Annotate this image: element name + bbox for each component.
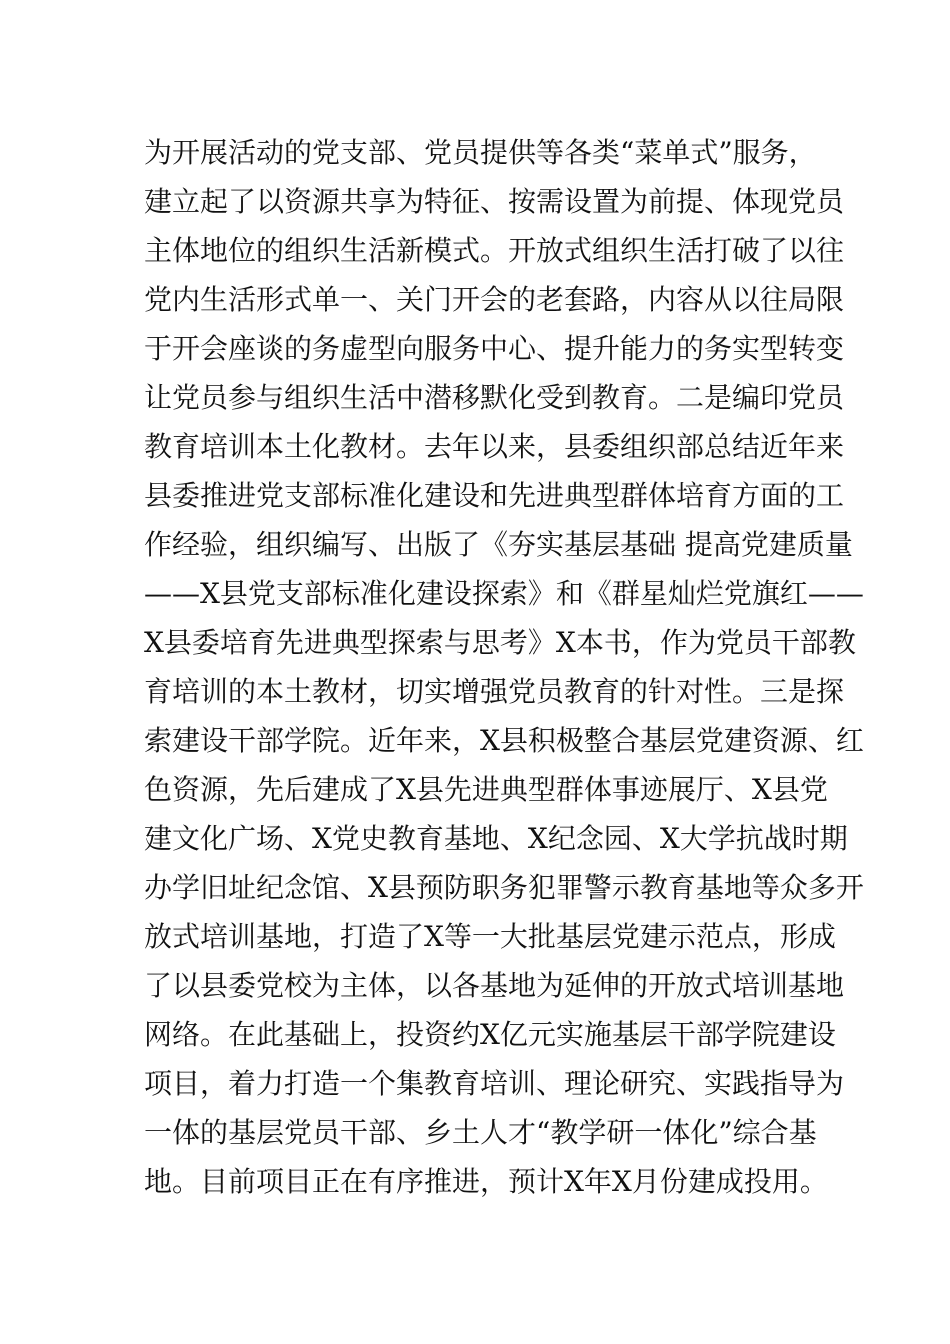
text-line: 建立起了以资源共享为特征、按需设置为前提、体现党员: [144, 185, 845, 218]
text-line: 项目，着力打造一个集教育培训、理论研究、实践指导为: [144, 1067, 845, 1100]
text-line: 教育培训本土化教材。去年以来，县委组织部总结近年来: [144, 430, 845, 463]
text-line: 作经验，组织编写、出版了《夯实基层基础 提高党建质量: [144, 528, 853, 561]
text-line: 县委推进党支部标准化建设和先进典型群体培育方面的工: [144, 479, 845, 512]
text-line: 建文化广场、X党史教育基地、X纪念园、X大学抗战时期: [144, 822, 848, 855]
body-paragraph: [144, 128, 864, 1206]
text-line: 让党员参与组织生活中潜移默化受到教育。二是编印党员: [144, 381, 845, 414]
text-line: 放式培训基地，打造了X等一大批基层党建示范点，形成: [144, 920, 836, 953]
text-line: 网络。在此基础上，投资约X亿元实施基层干部学院建设: [144, 1018, 836, 1051]
text-line: ——X县党支部标准化建设探索》和《群星灿烂党旗红——: [144, 577, 864, 610]
text-line: 育培训的本土教材，切实增强党员教育的针对性。三是探: [144, 675, 845, 708]
text-line: 一体的基层党员干部、乡土人才“教学研一体化”综合基: [144, 1116, 817, 1149]
text-line: 色资源，先后建成了X县先进典型群体事迹展厅、X县党: [144, 773, 828, 806]
text-line: 党内生活形式单一、关门开会的老套路，内容从以往局限: [144, 283, 845, 316]
text-line: 于开会座谈的务虚型向服务中心、提升能力的务实型转变: [144, 332, 845, 365]
text-line: 办学旧址纪念馆、X县预防职务犯罪警示教育基地等众多开: [144, 871, 864, 904]
text-line: 索建设干部学院。近年来，X县积极整合基层党建资源、红: [144, 724, 864, 757]
text-line: 地。目前项目正在有序推进，预计X年X月份建成投用。: [144, 1165, 828, 1198]
text-line: 了以县委党校为主体，以各基地为延伸的开放式培训基地: [144, 969, 845, 1002]
text-line: 主体地位的组织生活新模式。开放式组织生活打破了以往: [144, 234, 845, 267]
text-line: 为开展活动的党支部、党员提供等各类“菜单式”服务，: [144, 136, 817, 169]
text-line: X县委培育先进典型探索与思考》X本书，作为党员干部教: [144, 626, 856, 659]
